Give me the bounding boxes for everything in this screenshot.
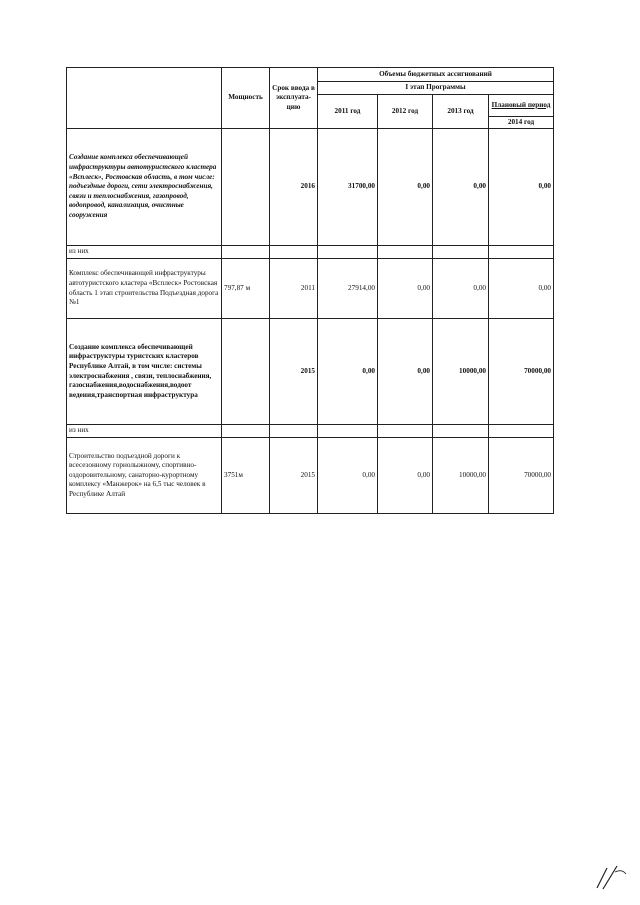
row-capacity: 797,87 м [222, 259, 270, 319]
row-name: Создание комплекса обеспечивающей инфраструктуры автотуристского кластера «Вєплеск», Ростовская область, в том числе: подъездные дороги, сети электроснабжения, связи и теплоснабжения, газопровод, водопровод, канализация, очистные сооружения [67, 129, 222, 246]
row-subtitle: из них [67, 246, 222, 259]
table-row [67, 319, 554, 425]
row-2014: 0,00 [489, 129, 554, 246]
row-2013: 10000,00 [433, 319, 489, 425]
row-name: Комплекс обеспечивающей инфраструктуры автотуристского кластера «Всплеск» Ростовская область 1 этап строительства Подъездная дорога №1 [67, 259, 222, 319]
row-subtitle: из них [67, 425, 222, 438]
header-budget: Объемы бюджетных ассигнований [318, 68, 554, 82]
row-2011: 0,00 [318, 319, 378, 425]
table-row [67, 438, 554, 514]
row-name: Создание комплекса обеспечивающей инфраструктуры туристских кластеров Республике Алтай, в том числе: системы электроснабжения , связи, теплоснабжения, газоснабжения,водоснабжения,водоот ведения,транспортная инфраструктура [67, 319, 222, 425]
row-2013: 0,00 [433, 259, 489, 319]
row-deadline: 2011 [270, 259, 318, 319]
header-2013: 2013 год [433, 95, 489, 129]
header-2011: 2011 год [318, 95, 378, 129]
header-name-cell [67, 68, 222, 129]
row-2012: 0,00 [378, 319, 433, 425]
row-2013: 0,00 [433, 129, 489, 246]
header-2012: 2012 год [378, 95, 433, 129]
table-row [67, 246, 554, 259]
row-deadline: 2016 [270, 129, 318, 246]
row-2012: 0,00 [378, 438, 433, 514]
row-2013: 10000,00 [433, 438, 489, 514]
row-capacity [222, 129, 270, 246]
table-row [67, 129, 554, 246]
header-capacity: Мощность [222, 68, 270, 129]
table-row [67, 425, 554, 438]
row-2011: 31700,00 [318, 129, 378, 246]
table-row [67, 259, 554, 319]
header-planned: Плановый период [489, 95, 554, 117]
header-2014: 2014 год [489, 117, 554, 129]
row-capacity [222, 319, 270, 425]
row-2012: 0,00 [378, 129, 433, 246]
signature-mark [593, 858, 629, 892]
row-name: Строительство подъездной дороги к всесезонному горнолыжному, спортивно-оздоровительному, санаторно-курортному комплексу «Манжерок» на 6,5 тыс человек в Республике Алтай [67, 438, 222, 514]
row-2011: 27914,00 [318, 259, 378, 319]
row-2014: 70000,00 [489, 319, 554, 425]
budget-table [66, 67, 554, 514]
row-2014: 0,00 [489, 259, 554, 319]
row-2014: 70000,00 [489, 438, 554, 514]
row-2011: 0,00 [318, 438, 378, 514]
row-capacity: 3751м [222, 438, 270, 514]
header-deadline: Срок ввода в эксплуата-цию [270, 68, 318, 129]
row-deadline: 2015 [270, 319, 318, 425]
row-2012: 0,00 [378, 259, 433, 319]
row-deadline: 2015 [270, 438, 318, 514]
header-stage: I этап Программы [318, 82, 554, 95]
